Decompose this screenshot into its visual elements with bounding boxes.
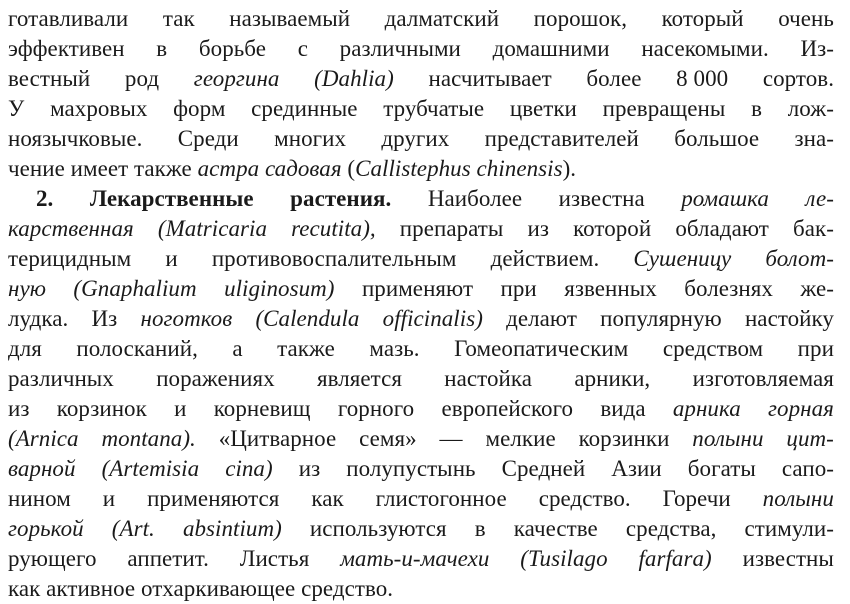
word: вида	[600, 396, 646, 421]
latin-name: (Art.	[111, 516, 155, 541]
latin-name: (Matricaria	[157, 216, 268, 241]
word: срединные	[251, 96, 358, 121]
italic-term: горькой	[8, 516, 84, 541]
word: называемый	[229, 6, 351, 31]
text-line	[8, 214, 834, 244]
word: вестный	[8, 66, 91, 91]
italic-term: арника	[672, 396, 741, 421]
text-line	[8, 514, 834, 544]
word: Из	[91, 306, 118, 331]
word: цветки	[509, 96, 577, 121]
word: Из-	[800, 36, 834, 61]
italic-term: ле-	[805, 186, 834, 211]
word: который	[661, 6, 744, 31]
word: сапо-	[781, 456, 834, 481]
word: настойка	[444, 366, 532, 391]
word: Среди	[177, 126, 239, 151]
latin-name: (Gnaphalium	[73, 276, 197, 301]
italic-term: астра садовая	[197, 156, 342, 181]
word: большое	[674, 126, 760, 151]
text-line	[8, 64, 834, 94]
word: применяют	[361, 276, 474, 301]
latin-name: (Arnica	[8, 426, 79, 451]
text-line	[8, 334, 834, 364]
italic-term: ную	[8, 276, 46, 301]
word: семя»	[359, 426, 417, 451]
italic-term: цит-	[786, 426, 834, 451]
text-run: чение имеет также	[8, 156, 198, 181]
word: домашними	[492, 36, 610, 61]
word: так	[162, 6, 195, 31]
word: различных	[8, 366, 114, 391]
word: полупустынь	[346, 456, 476, 481]
text-line	[8, 184, 834, 214]
word: лудка.	[8, 306, 69, 331]
word: рующего	[8, 546, 97, 571]
word: болезнях	[684, 276, 773, 301]
word: как	[311, 486, 344, 511]
word: а	[232, 336, 243, 361]
word: превращены	[602, 96, 726, 121]
word: в	[751, 96, 763, 121]
latin-name: (Calendula	[255, 306, 360, 331]
word: средство.	[538, 486, 631, 511]
word: различными	[339, 36, 461, 61]
word: трубчатые	[383, 96, 485, 121]
word: полосканий,	[76, 336, 198, 361]
word: корзинки	[578, 426, 670, 451]
word: 8 000	[676, 66, 729, 91]
italic-term: полыни	[762, 486, 834, 511]
italic-term: карственная	[8, 216, 134, 241]
word: поражениях	[156, 366, 275, 391]
word: лож-	[787, 96, 834, 121]
word: сортов.	[762, 66, 834, 91]
word: из	[8, 396, 30, 421]
word: эффективен	[8, 36, 125, 61]
latin-name: cina)	[225, 456, 273, 481]
word: изготовляемая	[692, 366, 834, 391]
word: при	[797, 336, 834, 361]
text-line	[8, 364, 834, 394]
word: бак-	[792, 216, 834, 241]
word: махровых	[50, 96, 148, 121]
word: арники,	[574, 366, 651, 391]
word: борьбе	[198, 36, 266, 61]
word: богаты	[687, 456, 756, 481]
section-heading-word: Лекарственные	[89, 186, 254, 211]
latin-name: officinalis)	[382, 306, 483, 331]
italic-term: горная	[768, 396, 834, 421]
word: Средней	[501, 456, 586, 481]
word: используются	[309, 516, 447, 541]
text-line	[8, 4, 834, 34]
latin-name: farfara)	[638, 546, 712, 571]
word: глистогонное	[375, 486, 507, 511]
word: более	[586, 66, 642, 91]
text-line	[8, 244, 834, 274]
text-line	[8, 124, 834, 154]
word: форм	[173, 96, 226, 121]
word: многих	[274, 126, 347, 151]
word: из	[298, 456, 321, 481]
word: порошок,	[533, 6, 628, 31]
latin-name: recutita),	[291, 216, 376, 241]
word: также	[277, 336, 335, 361]
latin-name: (Tusilago	[520, 546, 608, 571]
word: и	[174, 396, 187, 421]
word: зна-	[794, 126, 834, 151]
italic-term: георгина	[193, 66, 280, 91]
text-line	[8, 154, 834, 184]
word: обладают	[675, 216, 769, 241]
text-run: ).	[562, 156, 577, 181]
word: из	[527, 216, 549, 241]
word: противовоспалительным	[211, 246, 457, 271]
section-number: 2.	[36, 186, 54, 211]
word: и	[102, 486, 116, 511]
italic-term: ромашка	[681, 186, 769, 211]
text-line	[8, 544, 834, 574]
word: У	[8, 96, 25, 121]
latin-name: absintium)	[182, 516, 282, 541]
text-line	[8, 454, 834, 484]
word: язвенных	[564, 276, 657, 301]
word: известны	[742, 546, 834, 571]
word: и	[165, 246, 178, 271]
section-heading-word: растения.	[290, 186, 392, 211]
word: ноязычковые.	[8, 126, 143, 151]
word: в	[474, 516, 486, 541]
word: делают	[506, 306, 577, 331]
word: для	[8, 336, 42, 361]
word: род	[124, 66, 160, 91]
text-line	[8, 574, 834, 604]
word: применяются	[147, 486, 280, 511]
word: является	[317, 366, 402, 391]
latin-name: Callistephus chinensis	[355, 156, 563, 181]
word: готавливали	[8, 6, 129, 31]
word: аппетит.	[127, 546, 209, 571]
text-line	[8, 274, 834, 304]
italic-term: варной	[8, 456, 76, 481]
word: Листья	[239, 546, 310, 571]
word: мелкие	[485, 426, 556, 451]
text-run: (	[341, 156, 356, 181]
word: мазь.	[369, 336, 420, 361]
word: которой	[573, 216, 652, 241]
word: Азии	[611, 456, 662, 481]
word: —	[439, 426, 463, 451]
word: Горечи	[662, 486, 731, 511]
word: стимули-	[744, 516, 834, 541]
text-line	[8, 394, 834, 424]
italic-term: Сушеницу	[633, 246, 732, 271]
word: настойку	[744, 306, 834, 331]
word: действием.	[490, 246, 600, 271]
word: при	[500, 276, 537, 301]
word: же-	[800, 276, 834, 301]
italic-term: болот-	[765, 246, 834, 271]
text-line	[8, 424, 834, 454]
text-line	[8, 34, 834, 64]
word: других	[381, 126, 450, 151]
text-line	[8, 484, 834, 514]
word: «Цитварное	[218, 426, 337, 451]
word: известна	[558, 186, 645, 211]
word: насекомыми.	[641, 36, 769, 61]
word: в	[156, 36, 168, 61]
word: средством	[662, 336, 764, 361]
word: Наиболее	[427, 186, 523, 211]
italic-term: ноготков	[140, 306, 233, 331]
latin-name: montana).	[101, 426, 196, 451]
word: насчитывает	[428, 66, 552, 91]
word: нином	[8, 486, 71, 511]
word: горного	[337, 396, 415, 421]
word: средства,	[625, 516, 717, 541]
word: с	[297, 36, 308, 61]
latin-name: (Artemisia	[101, 456, 200, 481]
word: представителей	[484, 126, 639, 151]
word: далматский	[384, 6, 500, 31]
word: терицидным	[8, 246, 132, 271]
text-line	[8, 304, 834, 334]
word: Гомеопатическим	[454, 336, 629, 361]
italic-term: мать-и-мачехи	[340, 546, 490, 571]
word: корневищ	[213, 396, 311, 421]
word: европейского	[441, 396, 574, 421]
text-line	[8, 94, 834, 124]
text-run: как активное отхаркивающее средство.	[8, 576, 394, 601]
word: популярную	[600, 306, 722, 331]
word: корзинок	[56, 396, 147, 421]
word: качестве	[513, 516, 598, 541]
word: препараты	[399, 216, 504, 241]
latin-name: (Dahlia)	[314, 66, 394, 91]
italic-term: полыни	[692, 426, 764, 451]
word: очень	[778, 6, 834, 31]
latin-name: uliginosum)	[224, 276, 335, 301]
